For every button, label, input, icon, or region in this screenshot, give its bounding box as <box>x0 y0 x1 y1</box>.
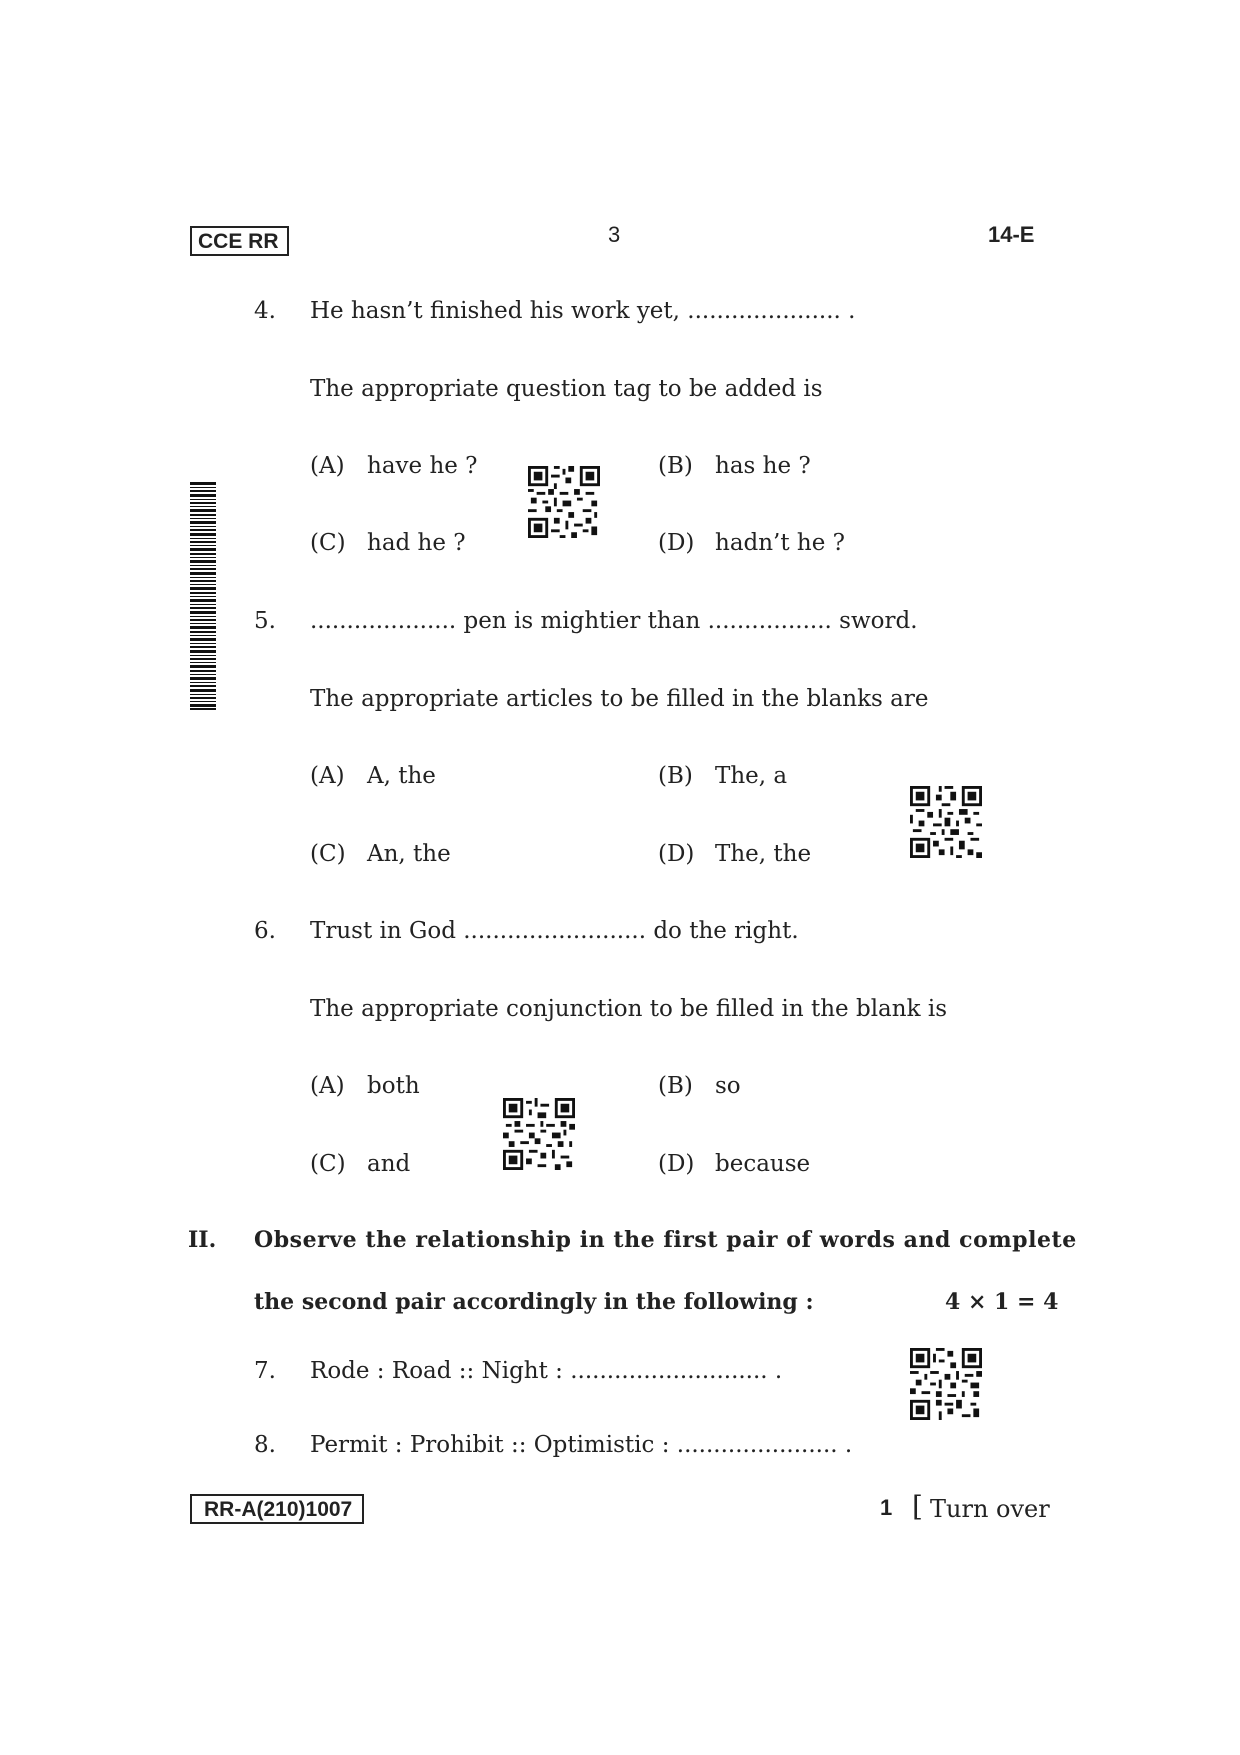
option-text: both <box>367 1073 420 1099</box>
option-label: (B) <box>658 1073 693 1099</box>
paper-code-right: 14-E <box>988 222 1035 247</box>
option-text: The, the <box>715 841 812 867</box>
option-text: and <box>367 1151 411 1177</box>
question-stem: .................... pen is mightier than ................. sword. <box>310 608 918 634</box>
section-numeral: II. <box>188 1227 217 1253</box>
question-stem: Rode : Road :: Night : ........................... . <box>310 1358 783 1384</box>
question-instruction: The appropriate question tag to be added is <box>310 376 823 402</box>
barcode-icon <box>190 482 216 710</box>
question-number: 6. <box>254 918 276 944</box>
option-label: (C) <box>310 1151 346 1177</box>
option-label: (B) <box>658 763 693 789</box>
option-text: The, a <box>715 763 788 789</box>
option-label: (D) <box>658 841 695 867</box>
qr-code-icon <box>503 1098 575 1170</box>
option-text: had he ? <box>367 530 466 556</box>
question-number: 8. <box>254 1432 276 1458</box>
option-label: (A) <box>310 1073 345 1099</box>
section-heading: Observe the relationship in the first pair of words and complete <box>254 1227 1077 1253</box>
qr-code-icon <box>910 1348 982 1420</box>
option-text: has he ? <box>715 453 811 479</box>
question-instruction: The appropriate articles to be filled in the blanks are <box>310 686 929 712</box>
option-label: (C) <box>310 841 346 867</box>
option-text: hadn’t he ? <box>715 530 845 556</box>
question-stem: Trust in God ......................... do the right. <box>310 918 799 944</box>
option-text: An, the <box>367 841 451 867</box>
footer-bracket: [ <box>912 1490 923 1523</box>
option-label: (C) <box>310 530 346 556</box>
question-instruction: The appropriate conjunction to be filled in the blank is <box>310 996 947 1022</box>
option-label: (B) <box>658 453 693 479</box>
page-number: 3 <box>608 222 621 247</box>
turn-over-label: Turn over <box>930 1495 1050 1523</box>
option-text: because <box>715 1151 811 1177</box>
qr-code-icon <box>528 466 600 538</box>
option-label: (D) <box>658 530 695 556</box>
section-marks: 4 × 1 = 4 <box>945 1289 1059 1315</box>
footer-page-index: 1 <box>880 1495 893 1520</box>
question-stem: Permit : Prohibit :: Optimistic : ...................... . <box>310 1432 853 1458</box>
option-text: A, the <box>367 763 436 789</box>
option-label: (D) <box>658 1151 695 1177</box>
option-text: so <box>715 1073 741 1099</box>
option-label: (A) <box>310 763 345 789</box>
question-number: 7. <box>254 1358 276 1384</box>
qr-code-icon <box>910 786 982 858</box>
option-label: (A) <box>310 453 345 479</box>
paper-series-code: RR-A(210)1007 <box>190 1494 364 1524</box>
section-heading: the second pair accordingly in the following : <box>254 1289 814 1315</box>
option-text: have he ? <box>367 453 478 479</box>
question-number: 4. <box>254 298 276 324</box>
paper-code-left: CCE RR <box>190 226 289 256</box>
question-number: 5. <box>254 608 276 634</box>
question-stem: He hasn’t finished his work yet, ..................... . <box>310 298 856 324</box>
